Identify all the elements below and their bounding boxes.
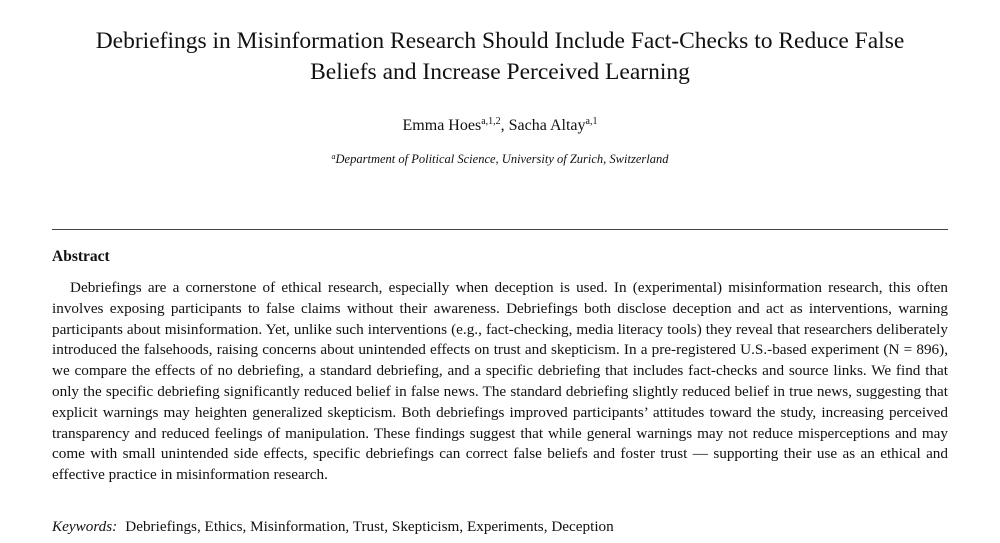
author-affiliation-marker: a,1,2 (481, 116, 501, 127)
paper-title: Debriefings in Misinformation Research Should Include Fact-Checks to Reduce False Beliefs and Increase Perceived Learning (95, 28, 905, 85)
keywords-line (52, 517, 948, 537)
abstract-text: Debriefings are a cornerstone of ethical research, especially when deception is used. In (experimental) misinformation research, this often involves exposing participants to false claims without their awareness. Debriefings both disclose deception and act as interventions, warning participants about misinformation. Yet, unlike such interventions (e.g., fact-checking, media literacy tools) they reveal that researchers deliberately introduced the falsehoods, raising concerns about unintended effects on trust and skepticism. In a pre-registered U.S.-based experiment (N = 896), we compare the effects of no debriefing, a standard debriefing, and a specific debriefing that includes fact-checks and source links. We find that only the specific debriefing significantly reduced belief in false news. The standard debriefing slightly reduced belief in true news, suggesting that explicit warnings may heighten generalized skepticism. Both debriefings improved participants’ attitudes toward the study, increasing perceived transparency and reduced feelings of manipulation. These findings suggest that while general warnings may not reduce misperceptions and may come with small unintended side effects, specific debriefings can correct false beliefs and foster trust — supporting their use as an ethical and effective practice in misinformation research. (52, 279, 948, 484)
author-name: Sacha Altay (508, 117, 586, 134)
keywords-label: Keywords: (52, 518, 118, 535)
author-affiliation-marker: a,1 (585, 116, 598, 127)
affiliation-text: Department of Political Science, University of Zurich, Switzerland (335, 152, 669, 166)
abstract-heading: Abstract (52, 248, 110, 265)
affiliation (0, 151, 1000, 167)
author-name: Emma Hoes (402, 117, 482, 134)
affiliation-marker: a (331, 152, 336, 161)
author-list (0, 116, 1000, 136)
keywords-text: Debriefings, Ethics, Misinformation, Trust, Skepticism, Experiments, Deception (125, 518, 614, 535)
section-divider (52, 229, 948, 230)
author-separator: , (500, 117, 509, 134)
